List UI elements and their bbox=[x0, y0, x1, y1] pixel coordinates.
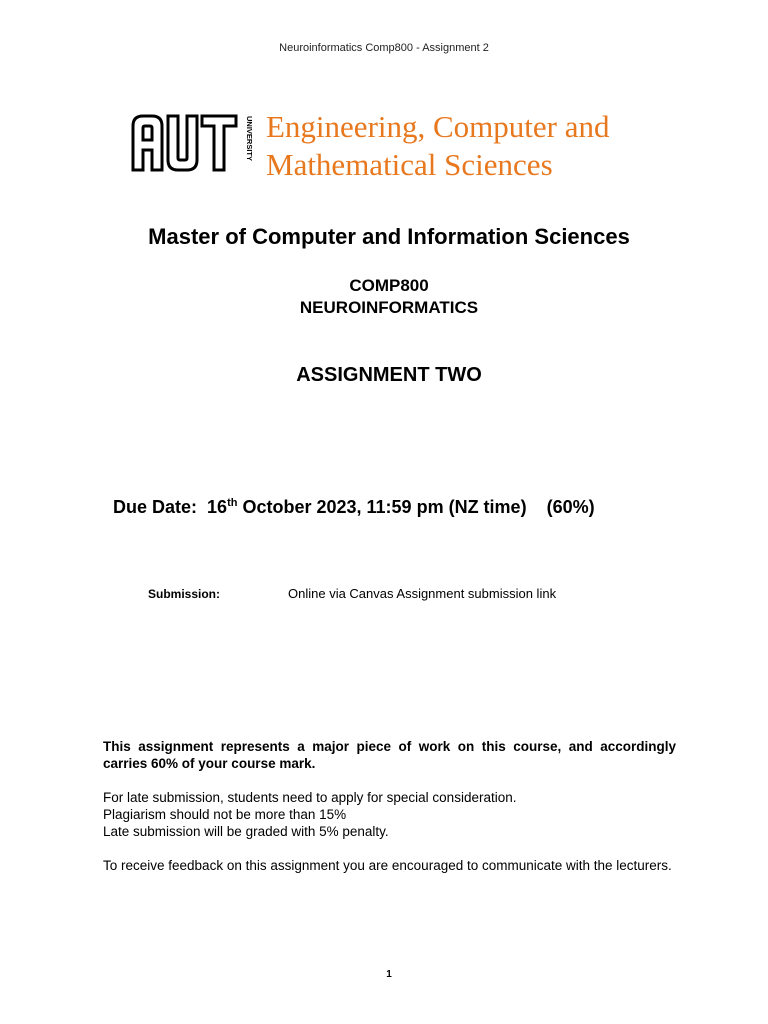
faculty-logo-block bbox=[130, 108, 730, 188]
notes-penalty: Late submission will be graded with 5% penalty. bbox=[103, 824, 389, 839]
course-name: NEUROINFORMATICS bbox=[299, 298, 479, 317]
page-number: 1 bbox=[386, 969, 392, 980]
due-day-suffix: th bbox=[227, 497, 238, 509]
assignment-notes bbox=[103, 738, 676, 891]
course-code: COMP800 bbox=[349, 276, 429, 295]
submission-value: Online via Canvas Assignment submission link bbox=[288, 586, 557, 601]
faculty-title-line1: Engineering, Computer and bbox=[266, 109, 610, 144]
notes-late-block bbox=[103, 789, 676, 840]
notes-late: For late submission, students need to apply for special consideration. bbox=[103, 790, 517, 805]
course-block bbox=[0, 275, 768, 319]
due-date-line bbox=[113, 497, 595, 518]
notes-intro: This assignment represents a major piece of work on this course, and accordingly carries 60% of your course mark. bbox=[103, 739, 676, 771]
faculty-title-line2: Mathematical Sciences bbox=[266, 147, 553, 182]
degree-title: Master of Computer and Information Sciences bbox=[148, 224, 630, 249]
aut-logo bbox=[130, 110, 254, 174]
due-date-rest: October 2023, 11:59 pm (NZ time) bbox=[242, 497, 527, 517]
due-label: Due Date: bbox=[113, 497, 198, 517]
assignment-title: ASSIGNMENT TWO bbox=[296, 364, 482, 386]
running-header: Neuroinformatics Comp800 - Assignment 2 bbox=[279, 42, 489, 54]
aut-side-text: UNIVERSITY bbox=[245, 116, 254, 162]
submission-label: Submission: bbox=[148, 587, 221, 601]
notes-plagiarism: Plagiarism should not be more than 15% bbox=[103, 807, 347, 822]
due-weight: (60%) bbox=[546, 497, 595, 517]
notes-feedback: To receive feedback on this assignment you are encouraged to communicate with the lecturers. bbox=[103, 858, 672, 873]
due-day: 16 bbox=[207, 497, 228, 517]
faculty-title bbox=[266, 108, 736, 184]
